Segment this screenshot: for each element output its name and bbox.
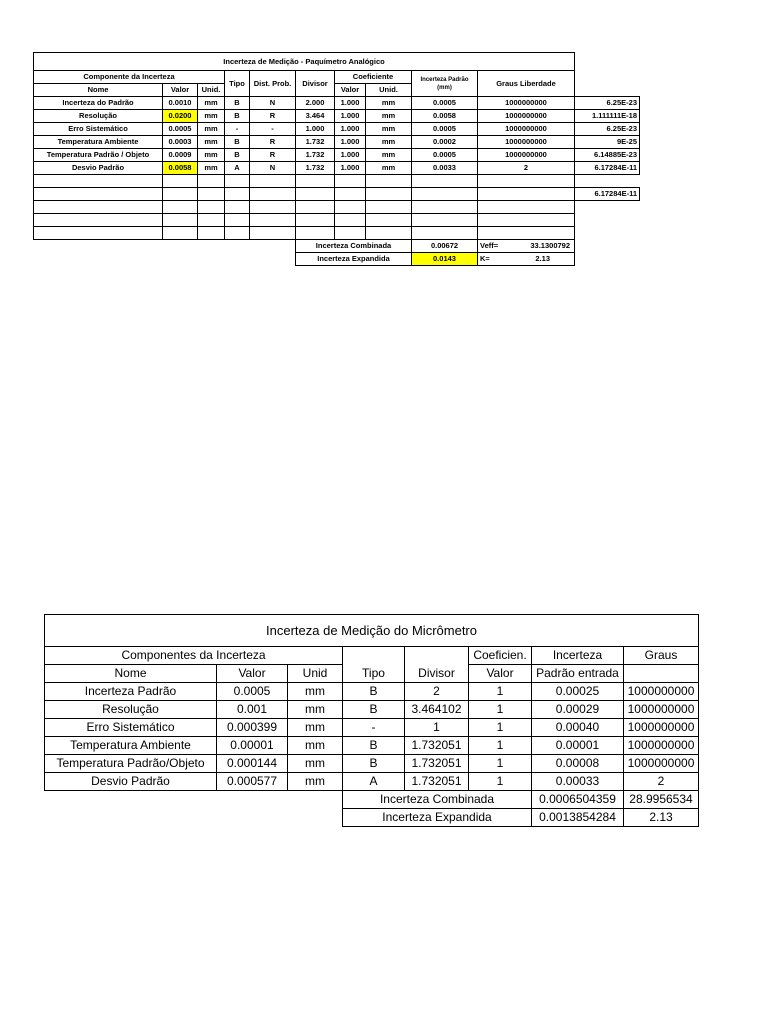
cell-incerteza: 0.00029 (532, 701, 624, 719)
expandida-label: Incerteza Expandida (343, 809, 532, 827)
cell-incerteza: 0.0005 (412, 97, 478, 110)
cell-valor: 0.0005 (163, 123, 198, 136)
header-incerteza-padrao: Incerteza Padrão (mm) (412, 71, 478, 97)
cell-nome: Incerteza do Padrão (34, 97, 163, 110)
header-unid: Unid (288, 665, 343, 683)
cell-nome: Resolução (34, 110, 163, 123)
micrometro-table (44, 614, 699, 827)
cell-unid: mm (198, 97, 225, 110)
cell-nome: Resolução (45, 701, 217, 719)
cell-divisor: 1.732051 (405, 755, 469, 773)
cell-valor-highlighted: 0.0200 (163, 110, 198, 123)
cell-unid: mm (288, 701, 343, 719)
header-componentes: Componentes da Incerteza (45, 647, 343, 665)
cell-incerteza: 0.00001 (532, 737, 624, 755)
empty-row (34, 188, 640, 201)
cell-coef: 1 (469, 701, 532, 719)
header-incerteza: Incerteza (532, 647, 624, 665)
empty-row (34, 227, 640, 240)
expandida-k: 2.13 (624, 809, 699, 827)
cell-dist: R (250, 136, 296, 149)
header-divisor: Divisor (296, 71, 335, 97)
table-row (45, 683, 699, 701)
expandida-value: 0.0013854284 (532, 809, 624, 827)
cell-nome: Temperatura Padrão/Objeto (45, 755, 217, 773)
cell-valor: 0.0009 (163, 149, 198, 162)
cell-valor: 0.0005 (217, 683, 288, 701)
combinada-row (45, 791, 699, 809)
cell-unid: mm (288, 737, 343, 755)
table-row (34, 110, 640, 123)
cell-nome: Temperatura Padrão / Objeto (34, 149, 163, 162)
cell-coef-unid: mm (366, 162, 412, 175)
cell-coef-valor: 1.000 (335, 136, 366, 149)
combinada-graus: 28.9956534 (624, 791, 699, 809)
cell-incerteza: 0.0005 (412, 149, 478, 162)
cell-divisor: 1.732 (296, 149, 335, 162)
cell-divisor: 1.732 (296, 162, 335, 175)
header-unid: Unid. (198, 84, 225, 97)
header-coeficiente: Coeficiente (335, 71, 412, 84)
cell-coef: 1 (469, 755, 532, 773)
cell-extra: 6.25E-23 (575, 123, 640, 136)
header-dist-prob: Dist. Prob. (250, 71, 296, 97)
k-value: 2.13 (535, 254, 550, 263)
cell-tipo: B (225, 110, 250, 123)
cell-unid: mm (288, 755, 343, 773)
header-coef-valor: Valor (335, 84, 366, 97)
cell-tipo: B (225, 149, 250, 162)
paquimetro-table (33, 52, 640, 266)
cell-dist: R (250, 149, 296, 162)
cell-tipo: B (343, 701, 405, 719)
header-coef-valor: Valor (469, 665, 532, 683)
cell-tipo: A (343, 773, 405, 791)
cell-graus: 1000000000 (478, 110, 575, 123)
cell-extra: 6.25E-23 (575, 97, 640, 110)
k-label: K= (480, 254, 490, 263)
table-row (45, 701, 699, 719)
cell-graus: 1000000000 (624, 719, 699, 737)
cell-unid: mm (198, 162, 225, 175)
combinada-value: 0.00672 (412, 240, 478, 253)
cell-valor: 0.000399 (217, 719, 288, 737)
cell-incerteza: 0.00033 (532, 773, 624, 791)
cell-divisor: 1 (405, 719, 469, 737)
cell-incerteza: 0.0005 (412, 123, 478, 136)
cell-nome: Temperatura Ambiente (45, 737, 217, 755)
table-row (34, 123, 640, 136)
empty-row (34, 175, 640, 188)
cell-graus: 2 (624, 773, 699, 791)
cell-unid: mm (288, 773, 343, 791)
cell-graus: 1000000000 (478, 97, 575, 110)
table-row (34, 149, 640, 162)
veff-value: 33.1300792 (530, 241, 570, 250)
cell-tipo: B (343, 737, 405, 755)
cell-extra: 6.17284E-11 (575, 188, 640, 201)
cell-graus: 1000000000 (478, 123, 575, 136)
cell-dist: - (250, 123, 296, 136)
cell-extra: 6.17284E-11 (575, 162, 640, 175)
header-nome: Nome (34, 84, 163, 97)
cell-unid: mm (288, 719, 343, 737)
combinada-label: Incerteza Combinada (296, 240, 412, 253)
table-row (45, 755, 699, 773)
cell-nome: Temperatura Ambiente (34, 136, 163, 149)
cell-graus: 1000000000 (624, 737, 699, 755)
cell-extra: 9E-25 (575, 136, 640, 149)
expandida-label: Incerteza Expandida (296, 253, 412, 266)
cell-tipo: B (343, 683, 405, 701)
cell-valor: 0.0010 (163, 97, 198, 110)
veff-cell (478, 240, 575, 253)
cell-valor: 0.000577 (217, 773, 288, 791)
table-row (45, 737, 699, 755)
header-valor: Valor (217, 665, 288, 683)
cell-graus: 1000000000 (624, 683, 699, 701)
header-valor: Valor (163, 84, 198, 97)
cell-coef-valor: 1.000 (335, 123, 366, 136)
cell-coef: 1 (469, 683, 532, 701)
cell-tipo: B (343, 755, 405, 773)
header-componente: Componente da Incerteza (34, 71, 225, 84)
header-tipo: Tipo (225, 71, 250, 97)
cell-dist: N (250, 162, 296, 175)
cell-extra: 1.111111E-18 (575, 110, 640, 123)
table-row (34, 162, 640, 175)
cell-nome: Incerteza Padrão (45, 683, 217, 701)
table-row (34, 97, 640, 110)
cell-valor: 0.000144 (217, 755, 288, 773)
cell-dist: N (250, 97, 296, 110)
cell-divisor: 3.464102 (405, 701, 469, 719)
cell-coef-valor: 1.000 (335, 97, 366, 110)
cell-nome: Erro Sistemático (45, 719, 217, 737)
cell-unid: mm (198, 110, 225, 123)
cell-nome: Desvio Padrão (45, 773, 217, 791)
header-coeficiente: Coeficien. (469, 647, 532, 665)
cell-tipo: B (225, 136, 250, 149)
cell-graus: 1000000000 (624, 755, 699, 773)
cell-unid: mm (198, 136, 225, 149)
header-nome: Nome (45, 665, 217, 683)
cell-coef-unid: mm (366, 97, 412, 110)
cell-coef: 1 (469, 773, 532, 791)
cell-unid: mm (198, 123, 225, 136)
empty-row (34, 214, 640, 227)
cell-incerteza: 0.00040 (532, 719, 624, 737)
cell-valor-highlighted: 0.0058 (163, 162, 198, 175)
cell-tipo: B (225, 97, 250, 110)
cell-divisor: 1.732051 (405, 773, 469, 791)
cell-unid: mm (288, 683, 343, 701)
cell-coef-valor: 1.000 (335, 162, 366, 175)
expandida-value: 0.0143 (412, 253, 478, 266)
cell-coef: 1 (469, 737, 532, 755)
combinada-row (34, 240, 640, 253)
cell-graus: 1000000000 (624, 701, 699, 719)
cell-divisor: 1.732 (296, 136, 335, 149)
cell-divisor: 3.464 (296, 110, 335, 123)
table-row (45, 773, 699, 791)
cell-divisor: 2.000 (296, 97, 335, 110)
header-tipo: Tipo (343, 647, 405, 683)
cell-valor: 0.001 (217, 701, 288, 719)
cell-extra: 6.14885E-23 (575, 149, 640, 162)
cell-graus: 1000000000 (478, 149, 575, 162)
micrometro-title: Incerteza de Medição do Micrômetro (45, 615, 699, 647)
cell-graus: 1000000000 (478, 136, 575, 149)
cell-divisor: 2 (405, 683, 469, 701)
cell-tipo: - (225, 123, 250, 136)
header-graus-liberdade: Graus Liberdade (478, 71, 575, 97)
cell-coef-valor: 1.000 (335, 149, 366, 162)
cell-incerteza: 0.00025 (532, 683, 624, 701)
cell-coef: 1 (469, 719, 532, 737)
cell-valor: 0.0003 (163, 136, 198, 149)
cell-incerteza: 0.0058 (412, 110, 478, 123)
cell-coef-unid: mm (366, 136, 412, 149)
cell-coef-unid: mm (366, 149, 412, 162)
header-coef-unid: Unid. (366, 84, 412, 97)
cell-incerteza: 0.0002 (412, 136, 478, 149)
cell-coef-unid: mm (366, 123, 412, 136)
cell-divisor: 1.000 (296, 123, 335, 136)
cell-tipo: A (225, 162, 250, 175)
table-row (34, 136, 640, 149)
cell-incerteza: 0.0033 (412, 162, 478, 175)
cell-coef-unid: mm (366, 110, 412, 123)
expandida-row (34, 253, 640, 266)
cell-valor: 0.00001 (217, 737, 288, 755)
cell-tipo: - (343, 719, 405, 737)
empty-row (34, 201, 640, 214)
cell-nome: Erro Sistemático (34, 123, 163, 136)
paquimetro-title: Incerteza de Medição - Paquímetro Analógico (34, 53, 575, 71)
cell-unid: mm (198, 149, 225, 162)
expandida-row (45, 809, 699, 827)
cell-divisor: 1.732051 (405, 737, 469, 755)
veff-label: Veff= (480, 241, 499, 250)
combinada-value: 0.0006504359 (532, 791, 624, 809)
header-graus: Graus (624, 647, 699, 665)
cell-incerteza: 0.00008 (532, 755, 624, 773)
k-cell (478, 253, 575, 266)
cell-dist: R (250, 110, 296, 123)
cell-coef-valor: 1.000 (335, 110, 366, 123)
table-row (45, 719, 699, 737)
combinada-label: Incerteza Combinada (343, 791, 532, 809)
header-divisor: Divisor (405, 647, 469, 683)
cell-graus: 2 (478, 162, 575, 175)
cell-nome: Desvio Padrão (34, 162, 163, 175)
header-padrao-entrada: Padrão entrada (532, 665, 624, 683)
